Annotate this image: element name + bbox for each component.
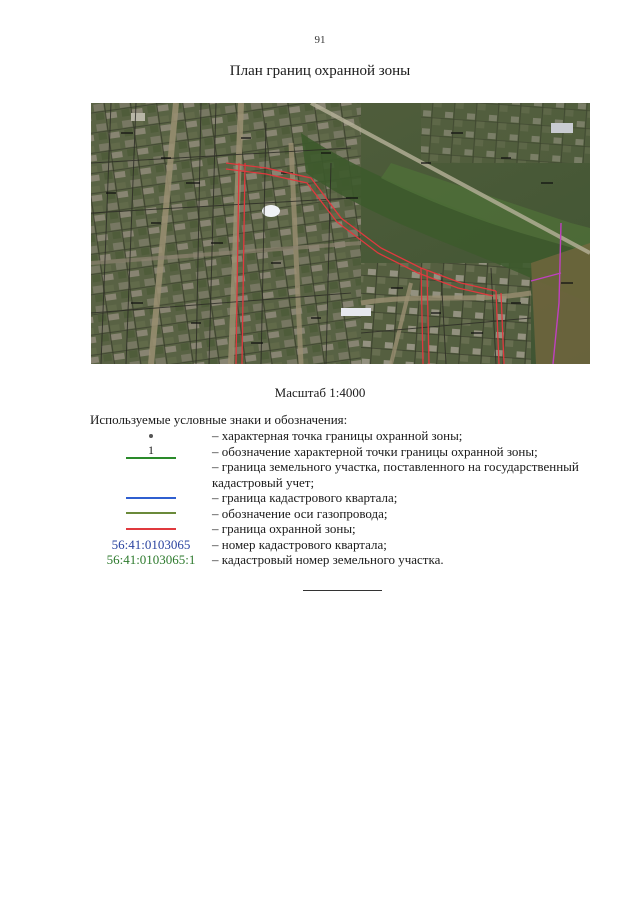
gas-axis-line-icon (126, 512, 176, 514)
building-white (341, 308, 371, 316)
protection-zone-line-icon (126, 528, 176, 530)
legend-item-parcel-number: 56:41:0103065:1 – кадастровый номер земельного участка. (106, 552, 444, 567)
legend (90, 428, 600, 568)
legend-item-quarter-number: 56:41:0103065 – номер кадастрового квартала; (111, 536, 387, 552)
parcel-boundary-symbol (90, 459, 212, 475)
page-number: 91 (314, 34, 326, 46)
legend-item-quarter-boundary: – граница кадастрового квартала; (90, 490, 600, 506)
point-dot-icon (149, 434, 153, 438)
page-title: План границ охранной зоны (229, 63, 411, 79)
end-divider (303, 590, 382, 591)
quarter-number-code: 56:41:0103065 (111, 536, 191, 552)
legend-item-parcel-boundary: – граница земельного участка, поставленного на государственный кадастровый учет; (90, 459, 600, 490)
legend-item-gas-axis: – обозначение оси газопровода; (90, 506, 600, 522)
parcel-number-code: 56:41:0103065:1 (106, 552, 196, 567)
legend-item-point-label: 1 – обозначение характерной точки границы охранной зоны; (90, 444, 600, 460)
map-scale: Масштаб 1:4000 (274, 385, 366, 400)
map-canvas (91, 103, 590, 364)
legend-item-protection-zone: – граница охранной зоны; (90, 521, 600, 537)
satellite-map[interactable] (91, 103, 590, 364)
quarter-boundary-line-icon (126, 497, 176, 499)
legend-item-point: – характерная точка границы охранной зоны; (90, 428, 600, 444)
point-label-icon: 1 (126, 444, 176, 459)
legend-heading: Используемые условные знаки и обозначения: (90, 412, 348, 427)
